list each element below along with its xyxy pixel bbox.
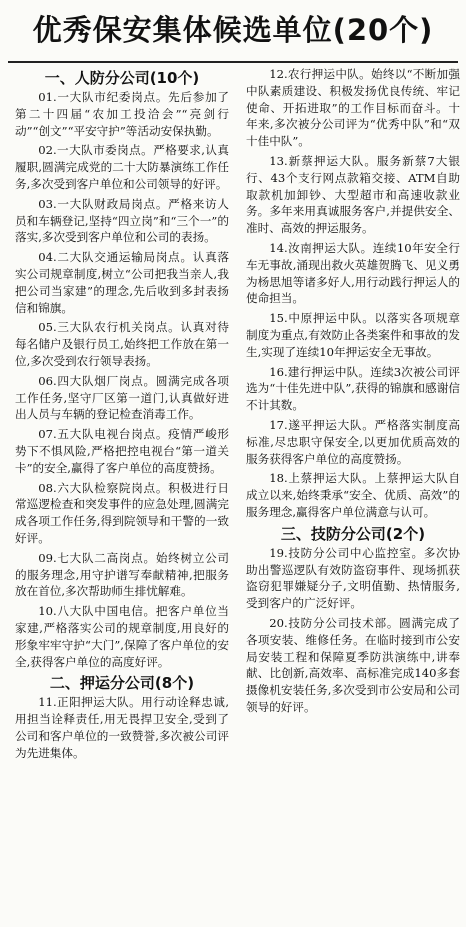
entry-11: 11.正阳押运大队。用行动诠释忠诚,用担当诠释责任,用无畏捍卫安全,受到了公司和客户单位的一致赞誉,多次被公司评为先进集体。 bbox=[15, 695, 229, 760]
title-divider bbox=[8, 61, 458, 63]
left-column bbox=[15, 66, 229, 764]
entry-05: 05.三大队农行机关岗点。认真对待每名储户及银行员工,始终把工作放在第一位,多次受到农行领导表扬。 bbox=[15, 320, 229, 368]
entry-13: 13.新蔡押运大队。服务新蔡7大银行、43个支行网点款箱交接、ATM自助取款机加卸钞、大型超市和高速收款业务。多年来用真诚服务客户,并提供安全、准时、高效的押运服务。 bbox=[246, 153, 460, 236]
entry-15: 15.中原押运中队。以落实各项规章制度为重点,有效防止各类案件和事故的发生,实现了连续10年押运安全无事故。 bbox=[246, 311, 460, 359]
entry-17: 17.遂平押运大队。严格落实制度高标准,尽忠职守保安全,以更加优质高效的服务获得客户单位的高度赞扬。 bbox=[246, 417, 460, 466]
entry-04: 04.二大队交通运输局岗点。认真落实公司规章制度,树立“公司把我当亲人,我把公司当家建”的理念,先后收到多封表扬信和锦旗。 bbox=[15, 250, 229, 315]
entry-06: 06.四大队烟厂岗点。圆满完成各项工作任务,坚守厂区第一道门,认真做好进出人员与车辆的登记检查消毒工作。 bbox=[15, 373, 229, 422]
entry-07: 07.五大队电视台岗点。疫情严峻形势下不惧风险,严格把控电视台“第一道关卡”的安全,赢得了客户单位的高度赞扬。 bbox=[15, 427, 229, 475]
section-heading-renfang: 一、人防分公司(10个) bbox=[44, 69, 200, 87]
entry-02: 02.一大队市委岗点。严格要求,认真履职,圆满完成党的二十大防暴演练工作任务,多次受到客户单位和公司领导的好评。 bbox=[15, 143, 229, 191]
entry-12: 12.农行押运中队。始终以“不断加强中队素质建设、积极发扬优良传统、牢记使命、开拓进取”的工作目标而奋斗。十年来,多次被分公司评为“优秀中队”和“双十佳中队”。 bbox=[246, 67, 460, 149]
section-heading-jifang: 三、技防分公司(2个) bbox=[280, 524, 426, 543]
entry-20: 20.技防分公司技术部。圆满完成了各项安装、维修任务。在临时接到市公安局安装工程和保障夏季防洪演练中,讲奉献、比创新,高效率、高标准完成140多套摄像机安装任务,多次受到市公安局和公司领导的好评。 bbox=[246, 615, 460, 714]
entry-09: 09.七大队二高岗点。始终树立公司的服务理念,用守护谱写奉献精神,把服务放在首位,多次帮助师生排忧解难。 bbox=[15, 550, 229, 599]
entry-03: 03.一大队财政局岗点。严格来访人员和车辆登记,坚持“四立岗”和“三个一”的落实,多次受到客户单位和公司的表扬。 bbox=[15, 196, 229, 245]
entry-19: 19.技防分公司中心监控室。多次协助出警巡逻队有效防盗窃事件、现场抓获盗窃犯罪嫌疑分子,文明值勤、热情服务,受到客户的广泛好评。 bbox=[246, 545, 460, 611]
entry-01: 01.一大队市纪委岗点。先后参加了第二十四届“农加工投洽会”“亮剑行动”“创文”“平安守护”等活动安保执勤。 bbox=[15, 90, 229, 138]
entry-10: 10.八大队中国电信。把客户单位当家建,严格落实公司的规章制度,用良好的形象牢牢守护“大门”,保障了客户单位的安全,获得客户单位的高度好评。 bbox=[15, 604, 229, 669]
entry-18: 18.上蔡押运大队。上蔡押运大队自成立以来,始终秉承“安全、优质、高效”的服务理念,赢得客户单位满意与认可。 bbox=[246, 471, 460, 519]
entry-14: 14.汝南押运大队。连续10年安全行车无事故,涌现出救火英雄贺腾飞、见义勇为杨思旭等诸多好人,用行动践行押运人的使命担当。 bbox=[246, 240, 460, 306]
page-title: 优秀保安集体候选单位(20个) bbox=[32, 13, 434, 47]
entry-16: 16.建行押运中队。连续3次被公司评选为“十佳先进中队”,获得的锦旗和感谢信不计其数。 bbox=[246, 364, 460, 413]
right-column bbox=[246, 66, 460, 719]
section-heading-yayun: 二、押运分公司(8个) bbox=[49, 674, 195, 693]
entry-08: 08.六大队检察院岗点。积极进行日常巡逻检查和突发事件的应急处理,圆满完成各项工作任务,得到院领导和干警的一致好评。 bbox=[15, 480, 229, 545]
